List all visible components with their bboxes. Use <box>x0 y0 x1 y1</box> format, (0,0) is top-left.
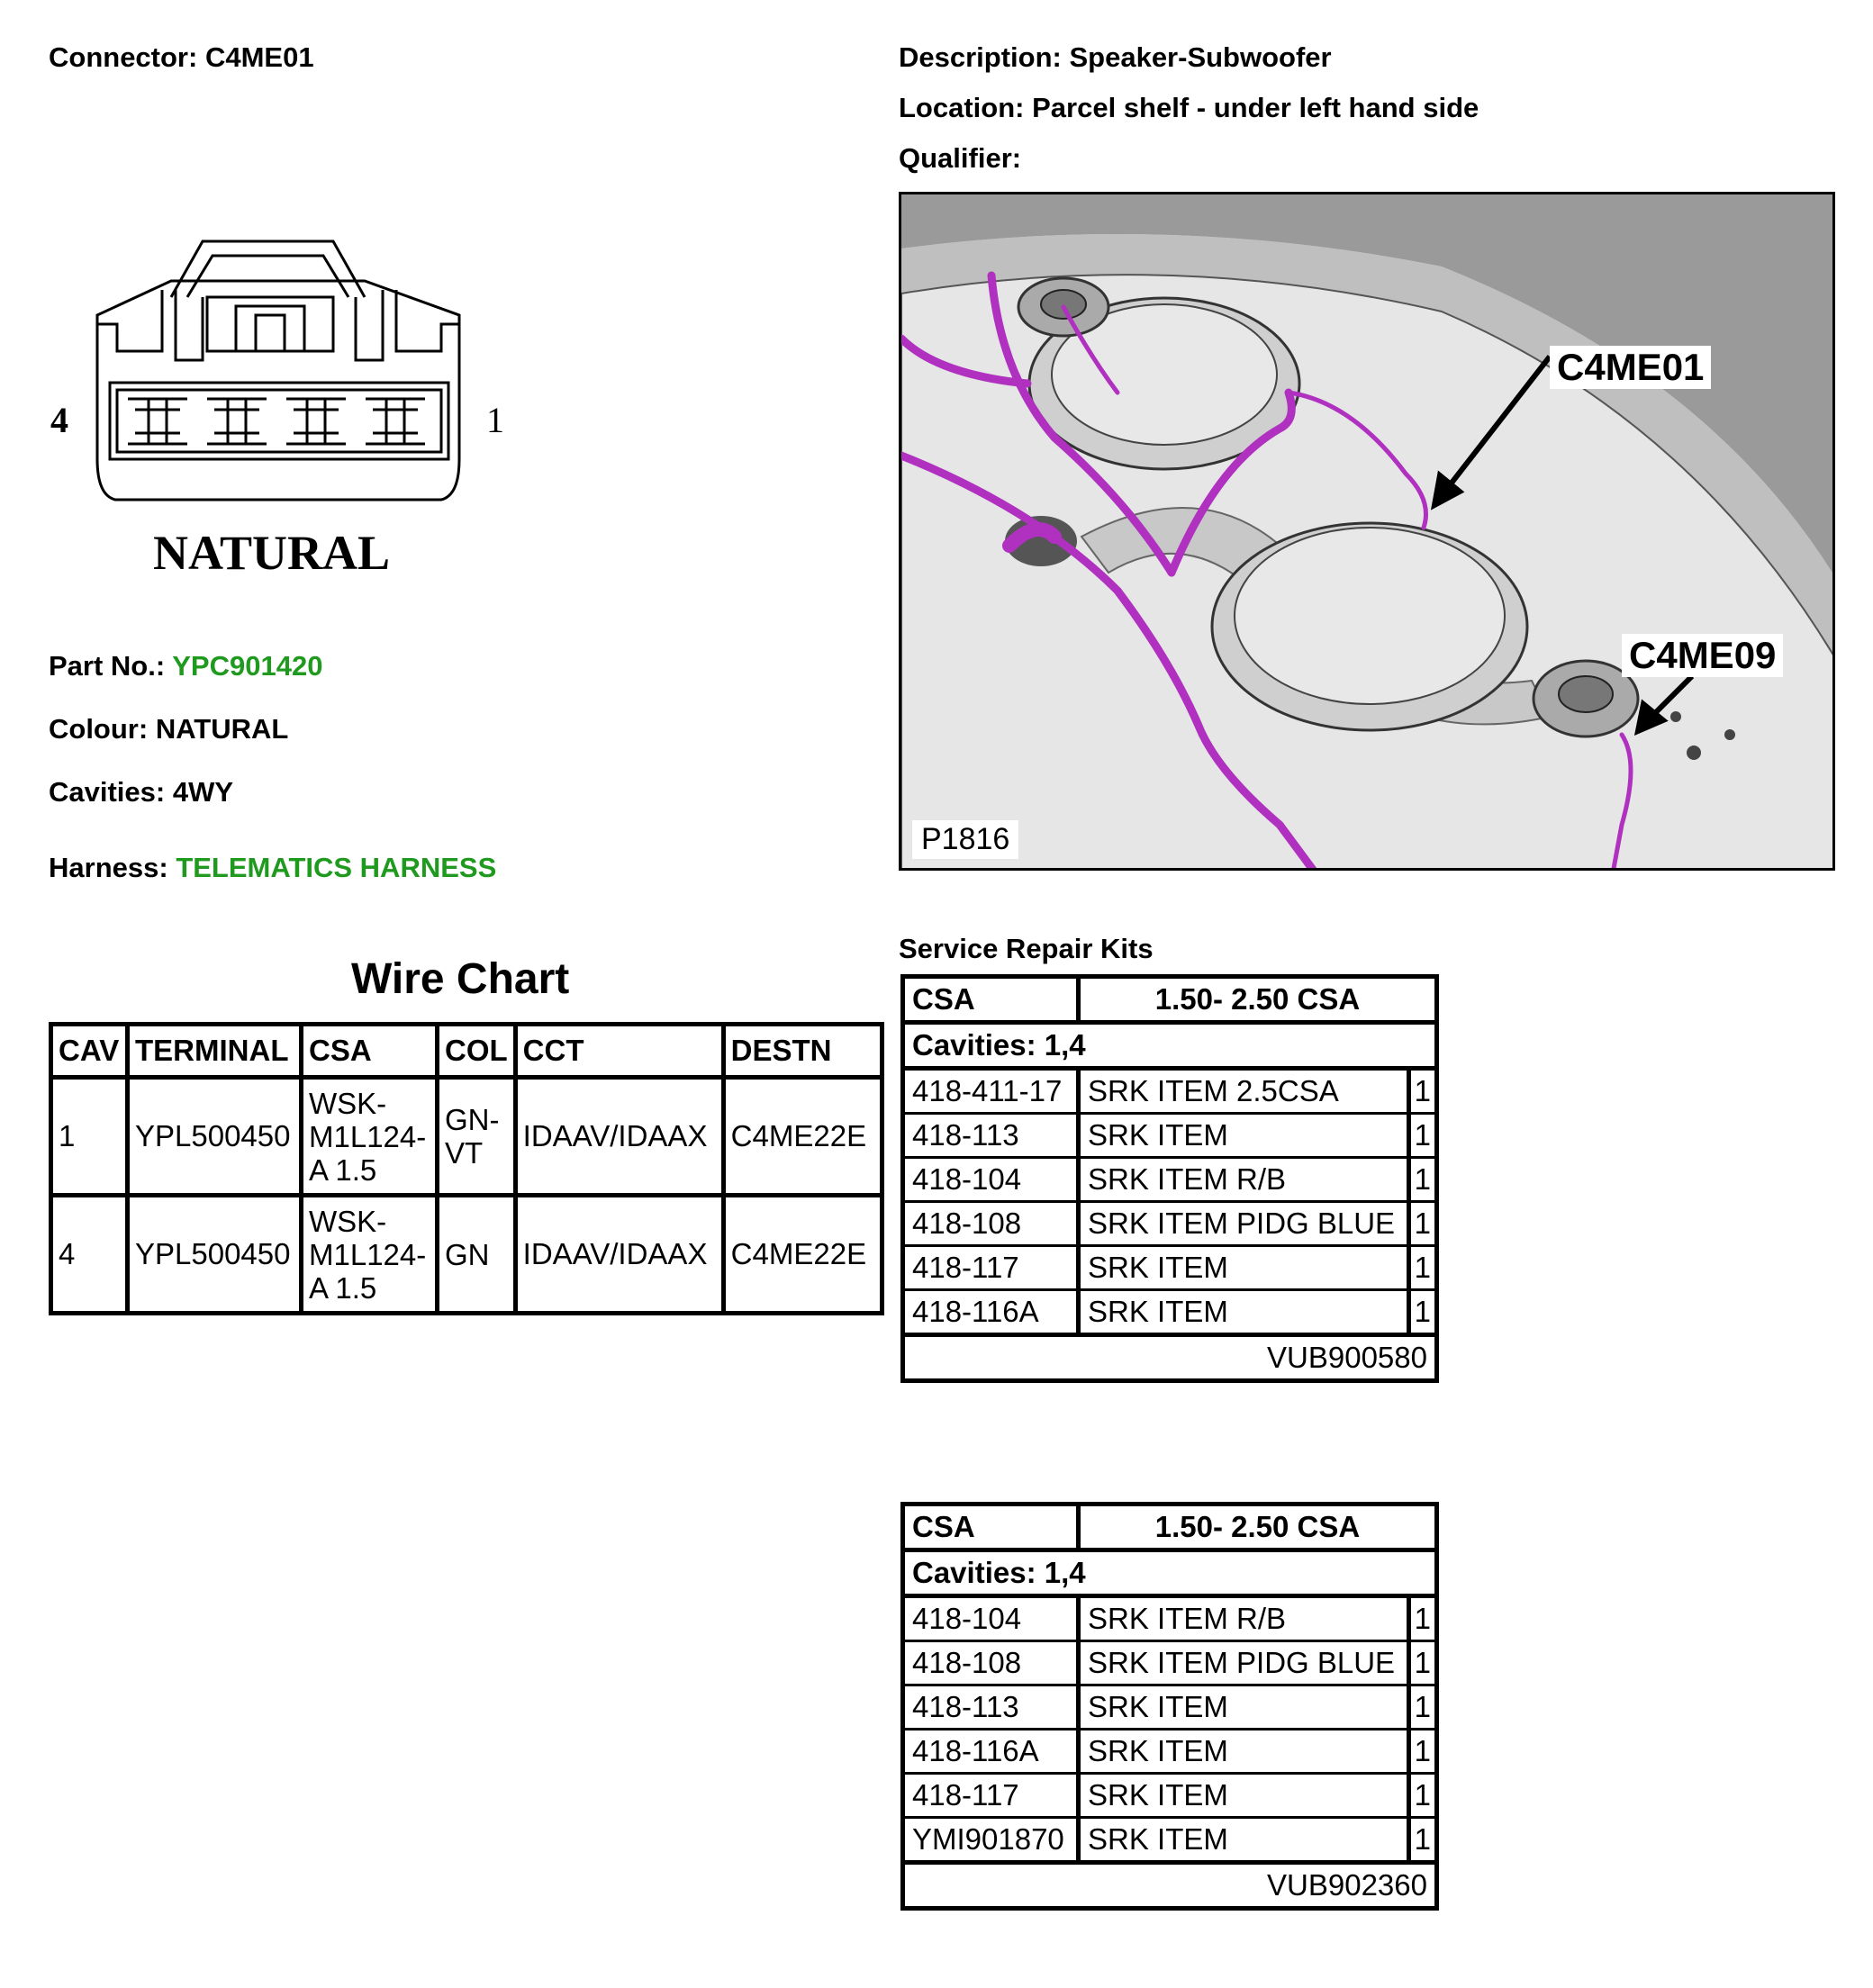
srk-item-name: SRK ITEM <box>1079 1246 1409 1290</box>
srk-item-name: SRK ITEM <box>1079 1818 1409 1863</box>
srk-item-name: SRK ITEM <box>1079 1774 1409 1818</box>
srk-item-qty: 1 <box>1408 1596 1436 1641</box>
srk-cavities: Cavities: 1,4 <box>903 1023 1437 1069</box>
part-number-link[interactable]: YPC901420 <box>172 650 323 682</box>
srk-csa-value: 1.50- 2.50 CSA <box>1079 1505 1437 1550</box>
srk-table-1 <box>900 974 1439 1383</box>
srk-csa-value: 1.50- 2.50 CSA <box>1079 977 1437 1023</box>
csa-cell: WSK-M1L124-A 1.5 <box>302 1078 438 1196</box>
srk-cavities-row <box>903 1023 1437 1069</box>
srk-part-number: 418-117 <box>903 1774 1079 1818</box>
description-line <box>899 41 1332 74</box>
srk-item-name: SRK ITEM PIDG BLUE <box>1079 1202 1409 1246</box>
cav-cell: 1 <box>51 1078 128 1196</box>
table-row <box>51 1078 882 1196</box>
col-cell: GN <box>438 1196 516 1314</box>
srk-item-qty: 1 <box>1408 1641 1436 1685</box>
part-number-label: Part No.: <box>49 650 166 682</box>
srk-csa-label: CSA <box>903 977 1079 1023</box>
srk-item-name: SRK ITEM <box>1079 1114 1409 1158</box>
location-photo <box>899 192 1835 871</box>
connector-colour-caption: NATURAL <box>153 526 391 580</box>
header-terminal: TERMINAL <box>128 1025 302 1078</box>
srk-item-name: SRK ITEM 2.5CSA <box>1079 1069 1409 1114</box>
srk-kit-number: VUB902360 <box>903 1863 1437 1909</box>
harness-line <box>49 852 496 884</box>
pin-4-label: 4 <box>50 400 68 440</box>
srk-item-qty: 1 <box>1408 1774 1436 1818</box>
list-item <box>903 1202 1437 1246</box>
srk-item-name: SRK ITEM R/B <box>1079 1596 1409 1641</box>
srk-csa-label: CSA <box>903 1505 1079 1550</box>
srk-item-qty: 1 <box>1408 1114 1436 1158</box>
colour-line <box>49 713 288 746</box>
srk-part-number: YMI901870 <box>903 1818 1079 1863</box>
service-repair-kits-title: Service Repair Kits <box>899 933 1154 964</box>
destn-cell: C4ME22E <box>723 1078 882 1196</box>
srk-part-number: 418-113 <box>903 1685 1079 1730</box>
connector-heading <box>49 41 314 74</box>
srk-kit-number-row <box>903 1335 1437 1381</box>
cavities-value: 4WY <box>172 776 234 808</box>
qualifier-label: Qualifier: <box>899 142 1022 174</box>
srk-item-name: SRK ITEM R/B <box>1079 1158 1409 1202</box>
connector-id: C4ME01 <box>204 41 314 73</box>
header-destn: DESTN <box>723 1025 882 1078</box>
srk-item-qty: 1 <box>1408 1730 1436 1774</box>
colour-label: Colour: <box>49 713 149 745</box>
destn-cell: C4ME22E <box>723 1196 882 1314</box>
srk-part-number: 418-411-17 <box>903 1069 1079 1114</box>
list-item <box>903 1596 1437 1641</box>
srk-item-qty: 1 <box>1408 1290 1436 1335</box>
srk-item-qty: 1 <box>1408 1158 1436 1202</box>
srk-item-qty: 1 <box>1408 1202 1436 1246</box>
srk-cavities: Cavities: 1,4 <box>903 1550 1437 1596</box>
csa-cell: WSK-M1L124-A 1.5 <box>302 1196 438 1314</box>
srk-part-number: 418-116A <box>903 1290 1079 1335</box>
list-item <box>903 1290 1437 1335</box>
connector-face-diagram <box>45 225 549 603</box>
part-number-line <box>49 650 322 682</box>
cavities-label: Cavities: <box>49 776 166 808</box>
pin-1-label: 1 <box>486 400 504 440</box>
srk-kit-number: VUB900580 <box>903 1335 1437 1381</box>
srk-item-name: SRK ITEM <box>1079 1290 1409 1335</box>
colour-value: NATURAL <box>155 713 289 745</box>
header-col: COL <box>438 1025 516 1078</box>
cct-cell: IDAAV/IDAAX <box>515 1196 723 1314</box>
list-item <box>903 1114 1437 1158</box>
wire-chart-table <box>49 1022 884 1315</box>
srk-part-number: 418-104 <box>903 1596 1079 1641</box>
wire-chart-title: Wire Chart <box>351 955 570 1003</box>
location-value: Parcel shelf - under left hand side <box>1032 92 1479 123</box>
wire-chart-header-row <box>51 1025 882 1078</box>
harness-link[interactable]: TELEMATICS HARNESS <box>176 852 497 883</box>
srk-item-qty: 1 <box>1408 1069 1436 1114</box>
location-line <box>899 92 1479 124</box>
list-item <box>903 1069 1437 1114</box>
list-item <box>903 1685 1437 1730</box>
srk-part-number: 418-104 <box>903 1158 1079 1202</box>
col-cell: GN-VT <box>438 1078 516 1196</box>
list-item <box>903 1246 1437 1290</box>
terminal-cell: YPL500450 <box>128 1196 302 1314</box>
header-csa: CSA <box>302 1025 438 1078</box>
list-item <box>903 1818 1437 1863</box>
description-label: Description: <box>899 41 1062 73</box>
harness-label: Harness: <box>49 852 168 883</box>
table-row <box>51 1196 882 1314</box>
srk-part-number: 418-116A <box>903 1730 1079 1774</box>
srk-part-number: 418-108 <box>903 1202 1079 1246</box>
srk-item-qty: 1 <box>1408 1685 1436 1730</box>
srk-item-name: SRK ITEM <box>1079 1685 1409 1730</box>
list-item <box>903 1641 1437 1685</box>
srk-item-qty: 1 <box>1408 1818 1436 1863</box>
cavities-line <box>49 776 233 809</box>
photo-code: P1816 <box>912 820 1018 859</box>
srk-item-qty: 1 <box>1408 1246 1436 1290</box>
list-item <box>903 1158 1437 1202</box>
srk-part-number: 418-113 <box>903 1114 1079 1158</box>
srk-csa-row <box>903 1505 1437 1550</box>
srk-cavities-row <box>903 1550 1437 1596</box>
header-cct: CCT <box>515 1025 723 1078</box>
cct-cell: IDAAV/IDAAX <box>515 1078 723 1196</box>
srk-part-number: 418-117 <box>903 1246 1079 1290</box>
srk-item-name: SRK ITEM <box>1079 1730 1409 1774</box>
location-label: Location: <box>899 92 1025 123</box>
connector-label: Connector: <box>49 41 198 73</box>
qualifier-line <box>899 142 1021 175</box>
callout-c4me09: C4ME09 <box>1622 634 1783 677</box>
cav-cell: 4 <box>51 1196 128 1314</box>
srk-kit-number-row <box>903 1863 1437 1909</box>
terminal-cell: YPL500450 <box>128 1078 302 1196</box>
srk-table-2 <box>900 1502 1439 1911</box>
header-cav: CAV <box>51 1025 128 1078</box>
list-item <box>903 1730 1437 1774</box>
srk-csa-row <box>903 977 1437 1023</box>
list-item <box>903 1774 1437 1818</box>
callout-c4me01: C4ME01 <box>1550 346 1711 389</box>
parcel-shelf-illustration <box>901 194 1835 871</box>
description-value: Speaker-Subwoofer <box>1069 41 1332 73</box>
srk-part-number: 418-108 <box>903 1641 1079 1685</box>
srk-item-name: SRK ITEM PIDG BLUE <box>1079 1641 1409 1685</box>
